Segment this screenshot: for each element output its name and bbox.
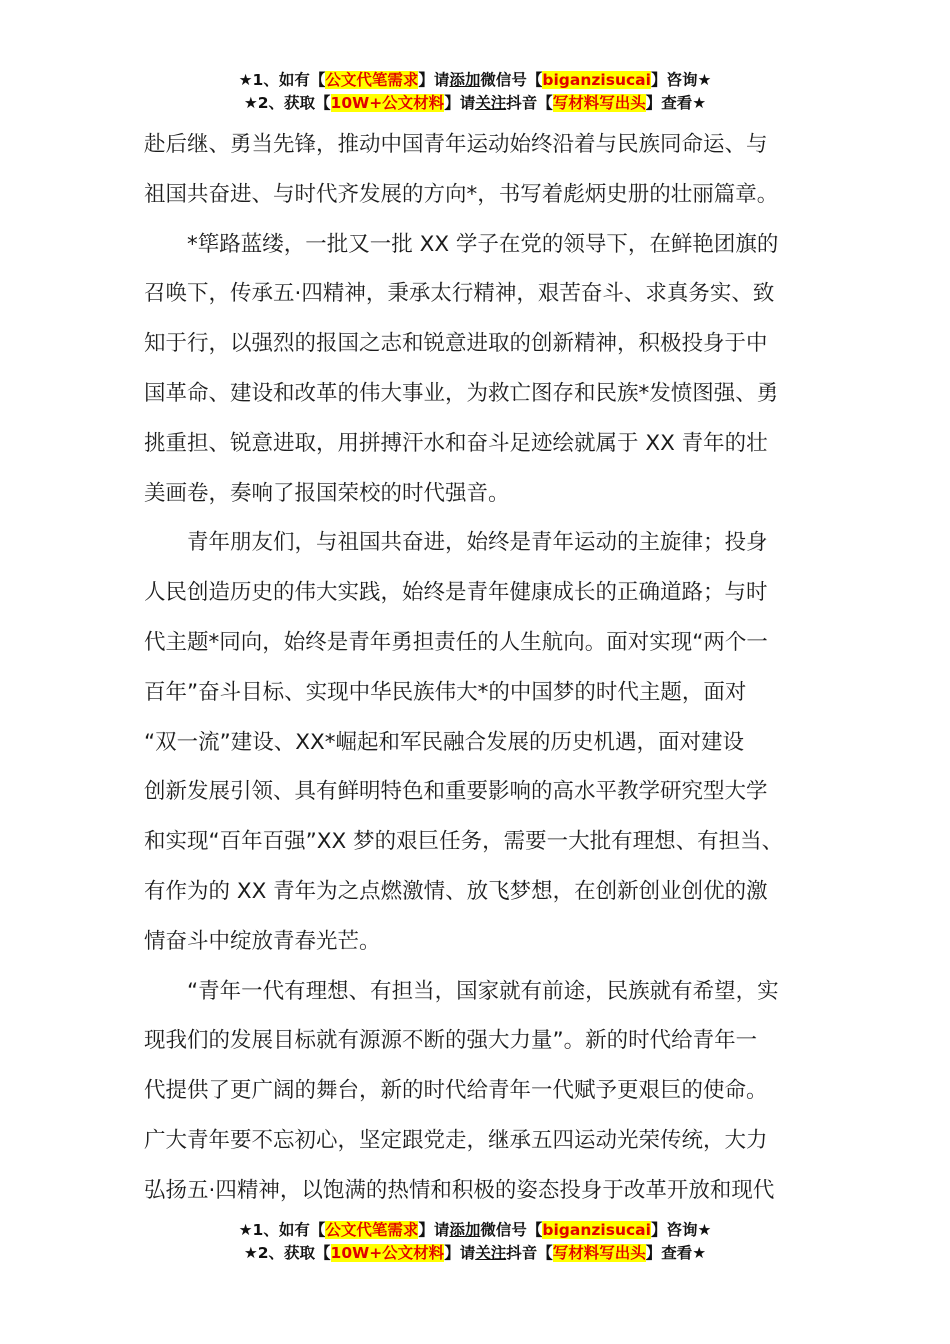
text-line: 美画卷，奏响了报国荣校的时代强音。 [144,480,510,506]
banner-line-2 [0,1242,950,1265]
highlight-text: 公文代笔需求 [325,71,419,89]
underlined-text: 关注 [475,1244,507,1262]
douyin-id-highlight: 写材料写出头 [552,1244,646,1262]
footer-banner [0,1219,950,1265]
underlined-text: 添加 [449,71,481,89]
text-line: 代提供了更广阔的舞台，新的时代给青年一代赋予更艰巨的使命。 [144,1078,768,1104]
douyin-id-highlight: 写材料写出头 [552,94,646,112]
text-line: 代主题*同向，始终是青年勇担责任的人生航向。面对实现“两个一 [144,629,768,655]
text-line: 挑重担、锐意进取，用拼搏汗水和奋斗足迹绘就属于 XX 青年的壮 [144,430,768,456]
wechat-id-highlight: biganzisucai [542,1221,651,1239]
text-line: 国革命、建设和改革的伟大事业，为救亡图存和民族*发愤图强、勇 [144,380,779,406]
banner-text: 】请 [418,71,450,89]
underlined-text: 添加 [449,1221,481,1239]
document-body [144,120,816,1216]
text-line: 情奋斗中绽放青春光芒。 [144,928,381,954]
banner-line-2 [0,92,950,115]
banner-text: ★2、获取【 [243,1244,331,1262]
text-line: 青年朋友们，与祖国共奋进，始终是青年运动的主旋律；投身 [144,530,768,556]
banner-text: 】咨询★ [650,1221,712,1239]
text-line: 有作为的 XX 青年为之点燃激情、放飞梦想，在创新创业创优的激 [144,878,768,904]
banner-line-1 [0,1219,950,1242]
text-line: “青年一代有理想、有担当，国家就有前途，民族就有希望，实 [144,978,779,1004]
text-line: 广大青年要不忘初心，坚定跟党走，继承五四运动光荣传统，大力 [144,1127,768,1153]
header-banner [0,69,950,115]
text-line: 召唤下，传承五·四精神，秉承太行精神，艰苦奋斗、求真务实、致 [144,281,775,307]
banner-text: 】查看★ [645,1244,707,1262]
text-line: 赴后继、勇当先锋，推动中国青年运动始终沿着与民族同命运、与 [144,132,768,157]
text-line: *筚路蓝缕，一批又一批 XX 学子在党的领导下，在鲜艳团旗的 [144,231,779,257]
text-line: 祖国共奋进、与时代齐发展的方向*，书写着彪炳史册的壮丽篇章。 [144,181,779,207]
text-line: 创新发展引领、具有鲜明特色和重要影响的高水平教学研究型大学 [144,779,768,805]
banner-text: ★2、获取【 [243,94,331,112]
banner-text: 抖音【 [506,94,553,112]
banner-text: 微信号【 [480,1221,543,1239]
banner-text: 】咨询★ [650,71,712,89]
text-line: 百年”奋斗目标、实现中华民族伟大*的中国梦的时代主题，面对 [144,679,747,705]
banner-text: 】请 [418,1221,450,1239]
banner-text: 】查看★ [645,94,707,112]
underlined-text: 关注 [475,94,507,112]
text-line: 人民创造历史的伟大实践，始终是青年健康成长的正确道路；与时 [144,580,768,606]
wechat-id-highlight: biganzisucai [542,71,651,89]
banner-text: 】请 [444,1244,476,1262]
text-line: 和实现“百年百强”XX 梦的艰巨任务，需要一大批有理想、有担当、 [144,829,784,855]
text-line: 弘扬五·四精神，以饱满的热情和积极的姿态投身于改革开放和现代 [144,1177,775,1203]
text-line: 知于行，以强烈的报国之志和锐意进取的创新精神，积极投身于中 [144,331,768,357]
banner-line-1 [0,69,950,92]
highlight-text: 10W+公文材料 [330,94,445,112]
banner-text: ★1、如有【 [238,1221,326,1239]
banner-text: 】请 [444,94,476,112]
text-line: 现我们的发展目标就有源源不断的强大力量”。新的时代给青年一 [144,1028,758,1054]
highlight-text: 公文代笔需求 [325,1221,419,1239]
text-line: “双一流”建设、XX*崛起和军民融合发展的历史机遇，面对建设 [144,729,744,755]
banner-text: 微信号【 [480,71,543,89]
banner-text: ★1、如有【 [238,71,326,89]
banner-text: 抖音【 [506,1244,553,1262]
highlight-text: 10W+公文材料 [330,1244,445,1262]
